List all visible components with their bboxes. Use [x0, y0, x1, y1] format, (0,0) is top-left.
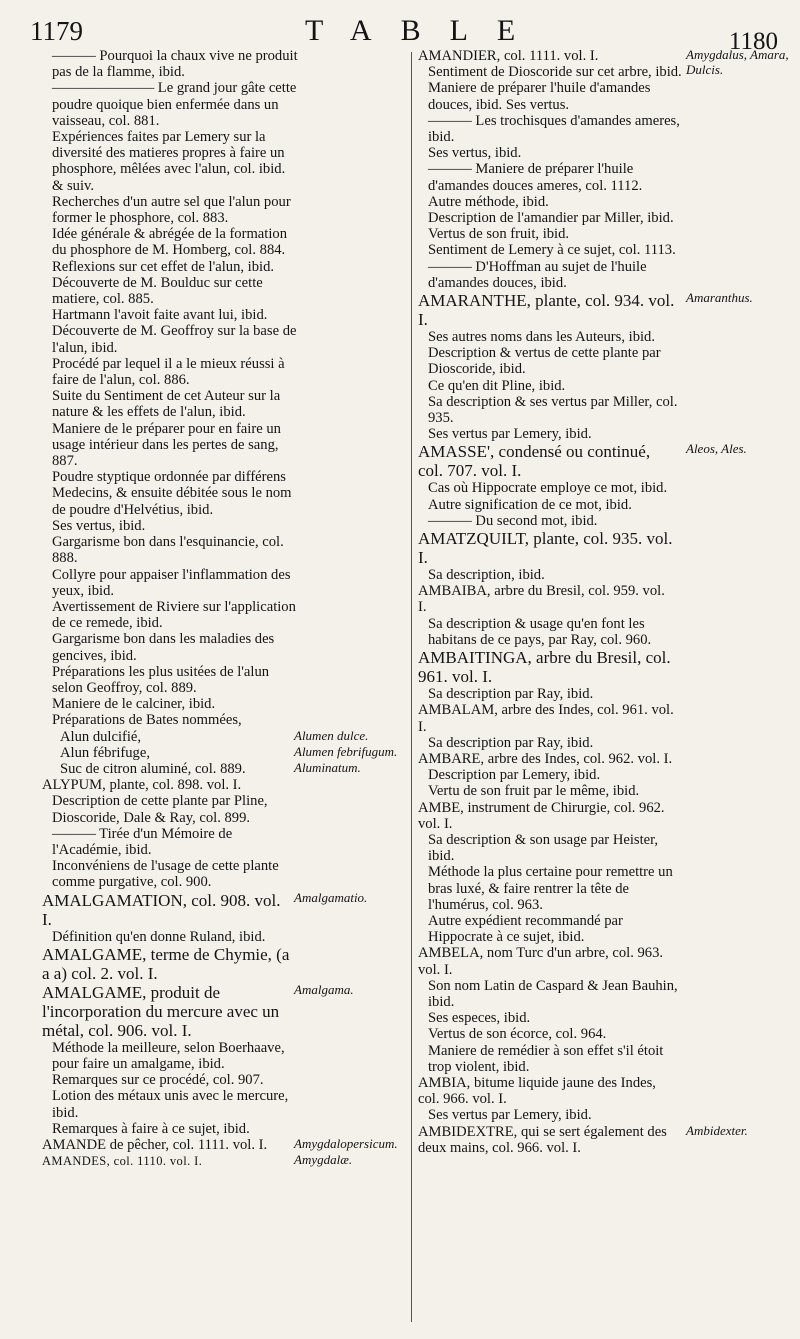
- entry-text: Ses autres noms dans les Auteurs, ibid.: [428, 329, 655, 346]
- index-subentry: [42, 664, 408, 696]
- entry-text: AMBIDEXTRE, qui se sert également des deux mains, col. 966. vol. I.: [418, 1123, 667, 1156]
- entry-text: Maniere de préparer l'huile d'amandes douces, ibid. Ses vertus.: [428, 80, 651, 113]
- index-subentry: [42, 323, 408, 355]
- margin-latin-name: Ambidexter.: [686, 1122, 748, 1138]
- entry-text: Remarques à faire à ce sujet, ibid.: [52, 1120, 250, 1137]
- index-subentry: [418, 783, 794, 799]
- entry-text: ——— Tirée d'un Mémoire de l'Académie, ibid.: [52, 825, 233, 858]
- index-heading-entry: [42, 945, 408, 983]
- index-subentry: [418, 1010, 794, 1026]
- entry-text: Inconvéniens de l'usage de cette plante comme purgative, col. 900.: [52, 858, 279, 891]
- index-subentry: [418, 832, 794, 864]
- entry-text: Vertus de son écorce, col. 964.: [428, 1026, 607, 1043]
- index-subentry: [42, 129, 408, 194]
- index-subentry: [418, 329, 794, 345]
- entry-text: AMALGAME, terme de Chymie, (a a a) col. 2. vol. I.: [42, 944, 290, 983]
- index-heading-entry: [42, 983, 408, 1040]
- entry-text: AMBELA, nom Turc d'un arbre, col. 963. vol. I.: [418, 945, 664, 978]
- index-subentry: [418, 345, 794, 377]
- entry-text: Remarques sur ce procédé, col. 907.: [52, 1072, 264, 1089]
- entry-text: Sa description & usage qu'en font les habitans de ce pays, par Ray, col. 960.: [428, 615, 652, 648]
- entry-text: Préparations de Bates nommées,: [52, 712, 242, 729]
- entry-text: Suc de citron aluminé, col. 889.: [60, 760, 246, 777]
- entry-text: AMBARE, arbre des Indes, col. 962. vol. I.: [418, 750, 673, 767]
- index-subentry: [418, 913, 794, 945]
- index-subentry: [418, 378, 794, 394]
- index-subentry: [42, 421, 408, 470]
- index-subentry: [418, 1026, 794, 1042]
- index-subentry: [42, 469, 408, 518]
- index-heading-entry: [42, 1153, 408, 1169]
- entry-text: Description de l'amandier par Miller, ibid.: [428, 210, 674, 227]
- margin-latin-name: Amalgama.: [294, 981, 354, 997]
- index-subentry: [42, 729, 408, 745]
- index-subentry: [418, 1107, 794, 1123]
- index-subentry: [42, 1121, 408, 1137]
- right-column: [418, 48, 794, 1156]
- index-subentry: [418, 242, 794, 258]
- index-subentry: [418, 64, 794, 80]
- running-title: TABLE: [305, 14, 545, 47]
- index-subentry: [42, 534, 408, 566]
- entry-text: Vertu de son fruit par le même, ibid.: [428, 783, 640, 800]
- index-subentry: [418, 210, 794, 226]
- left-column: [42, 48, 408, 1169]
- index-heading-entry: [418, 1075, 794, 1107]
- index-subentry: [42, 194, 408, 226]
- entry-text: Préparations les plus usitées de l'alun selon Geoffroy, col. 889.: [52, 663, 270, 696]
- index-subentry: [42, 631, 408, 663]
- entry-text: Expériences faites par Lemery sur la diversité des matieres propres à faire un phosphore, mêlées avec l'alun, col. ibid. & suiv.: [52, 129, 286, 194]
- index-subentry: [42, 275, 408, 307]
- entry-text: Cas où Hippocrate employe ce mot, ibid.: [428, 480, 668, 497]
- entry-text: Autre signification de ce mot, ibid.: [428, 496, 632, 513]
- entry-text: Sa description par Ray, ibid.: [428, 734, 594, 751]
- margin-latin-name: Amalgamatio.: [294, 889, 368, 905]
- index-heading-entry: [42, 777, 408, 793]
- entry-text: Méthode la meilleure, selon Boerhaave, pour faire un amalgame, ibid.: [52, 1039, 285, 1072]
- entry-text: AMANDE de pêcher, col. 1111. vol. I.: [42, 1136, 268, 1153]
- entry-text: Gargarisme bon dans les maladies des gencives, ibid.: [52, 631, 275, 664]
- entry-text: AMBE, instrument de Chirurgie, col. 962. vol. I.: [418, 799, 665, 832]
- index-subentry: [42, 826, 408, 858]
- entry-text: Ses vertus par Lemery, ibid.: [428, 426, 592, 443]
- entry-text: Découverte de M. Geoffroy sur la base de l'alun, ibid.: [52, 323, 297, 356]
- entry-text: ——————— Le grand jour gâte cette poudre quoique bien enfermée dans un vaisseau, col. 881.: [52, 80, 297, 129]
- index-subentry: [418, 194, 794, 210]
- margin-latin-name: Amygdalopersicum.: [294, 1135, 398, 1151]
- index-subentry: [42, 1088, 408, 1120]
- entry-text: Découverte de M. Boulduc sur cette matiere, col. 885.: [52, 274, 263, 308]
- entry-text: Ses vertus par Lemery, ibid.: [428, 1107, 592, 1124]
- left-page-number: 1179: [30, 16, 83, 46]
- entry-text: AMANDES, col. 1110. vol. I.: [42, 1154, 203, 1169]
- index-subentry: [42, 518, 408, 534]
- index-heading-entry: [418, 529, 794, 567]
- entry-text: AMASSE', condensé ou continué, col. 707. vol. I.: [418, 442, 651, 481]
- index-subentry: [42, 858, 408, 890]
- index-subentry: [418, 1043, 794, 1075]
- index-subentry: [42, 696, 408, 712]
- entry-text: ——— Pourquoi la chaux vive ne produit pas de la flamme, ibid.: [52, 48, 298, 81]
- margin-latin-name: Aleos, Ales.: [686, 441, 747, 457]
- entry-text: AMBIA, bitume liquide jaune des Indes, col. 966. vol. I.: [418, 1074, 656, 1108]
- entry-text: AMANDIER, col. 1111. vol. I.: [418, 48, 599, 64]
- index-heading-entry: [418, 800, 794, 832]
- index-heading-entry: [418, 291, 794, 329]
- entry-text: Sa description & son usage par Heister, ibid.: [428, 831, 659, 865]
- index-heading-entry: [418, 583, 794, 615]
- index-subentry: [418, 567, 794, 583]
- column-divider: [411, 52, 412, 1322]
- index-subentry: [418, 259, 794, 291]
- index-subentry: [42, 48, 408, 80]
- index-subentry: [42, 599, 408, 631]
- index-subentry: [42, 745, 408, 761]
- index-subentry: [418, 686, 794, 702]
- index-subentry: [418, 735, 794, 751]
- entry-text: Vertus de son fruit, ibid.: [428, 226, 570, 243]
- index-subentry: [418, 426, 794, 442]
- index-subentry: [418, 480, 794, 496]
- entry-text: Description de cette plante par Pline, Dioscoride, Dale & Ray, col. 899.: [52, 793, 268, 826]
- entry-text: ——— Les trochisques d'amandes ameres, ibid.: [428, 112, 680, 146]
- index-heading-entry: [418, 648, 794, 686]
- entry-text: ALYPUM, plante, col. 898. vol. I.: [42, 777, 242, 794]
- index-heading-entry: [418, 945, 794, 977]
- entry-text: ——— Maniere de préparer l'huile d'amandes douces ameres, col. 1112.: [428, 161, 643, 194]
- index-subentry: [418, 226, 794, 242]
- index-heading-entry: [42, 891, 408, 929]
- entry-text: Reflexions sur cet effet de l'alun, ibid.: [52, 258, 275, 275]
- entry-text: Sentiment de Dioscoride sur cet arbre, ibid.: [428, 64, 682, 81]
- entry-text: AMARANTHE, plante, col. 934. vol. I.: [418, 291, 675, 330]
- entry-text: Gargarisme bon dans l'esquinancie, col. 888.: [52, 534, 284, 567]
- margin-latin-name: Amygdalus, Amara, Dulcis.: [686, 47, 789, 77]
- entry-text: AMALGAMATION, col. 908. vol. I.: [42, 890, 281, 929]
- margin-latin-name: Amaranthus.: [686, 290, 753, 306]
- entry-text: Méthode la plus certaine pour remettre un bras luxé, & faire rentrer la tête de l'humérus, col. 963.: [428, 864, 673, 913]
- index-subentry: [42, 226, 408, 258]
- entry-text: Ses vertus, ibid.: [428, 145, 522, 162]
- entry-text: Maniere de le préparer pour en faire un usage intérieur dans les pertes de sang, 887.: [52, 420, 281, 470]
- entry-text: AMBALAM, arbre des Indes, col. 961. vol. I.: [418, 702, 674, 735]
- entry-text: ——— D'Hoffman au sujet de l'huile d'amandes douces, ibid.: [428, 258, 647, 291]
- index-heading-entry: [418, 1124, 794, 1156]
- margin-latin-name: Alumen dulce.: [294, 727, 369, 743]
- entry-text: Sa description par Ray, ibid.: [428, 686, 594, 703]
- entry-text: Sa description & ses vertus par Miller, col. 935.: [428, 393, 678, 427]
- index-subentry: [42, 356, 408, 388]
- entry-text: Son nom Latin de Caspard & Jean Bauhin, ibid.: [428, 977, 678, 1010]
- entry-text: Définition qu'en donne Ruland, ibid.: [52, 928, 266, 945]
- index-subentry: [42, 929, 408, 945]
- index-subentry: [42, 307, 408, 323]
- entry-text: Maniere de remédier à son effet s'il étoit trop violent, ibid.: [428, 1042, 664, 1075]
- index-subentry: [418, 113, 794, 145]
- index-subentry: [418, 767, 794, 783]
- margin-latin-name: Aluminatum.: [294, 759, 361, 775]
- entry-text: Procédé par lequel il a le mieux réussi à faire de l'alun, col. 886.: [52, 355, 285, 389]
- index-subentry: [418, 978, 794, 1010]
- entry-text: Hartmann l'avoit faite avant lui, ibid.: [52, 307, 268, 324]
- index-subentry: [42, 1040, 408, 1072]
- entry-text: Ce qu'en dit Pline, ibid.: [428, 377, 566, 394]
- entry-text: Sa description, ibid.: [428, 567, 545, 584]
- entry-text: AMBAIBA, arbre du Bresil, col. 959. vol. I.: [418, 583, 665, 616]
- index-subentry: [418, 513, 794, 529]
- index-heading-entry: [418, 702, 794, 734]
- index-subentry: [42, 80, 408, 129]
- entry-text: Suite du Sentiment de cet Auteur sur la nature & les effets de l'alun, ibid.: [52, 388, 281, 421]
- index-heading-entry: [42, 1137, 408, 1153]
- index-subentry: [418, 145, 794, 161]
- entry-text: Lotion des métaux unis avec le mercure, ibid.: [52, 1088, 289, 1121]
- index-heading-entry: [418, 442, 794, 480]
- entry-text: Autre expédient recommandé par Hippocrate à ce sujet, ibid.: [428, 912, 623, 946]
- entry-text: Collyre pour appaiser l'inflammation des yeux, ibid.: [52, 566, 291, 599]
- entry-text: ——— Du second mot, ibid.: [428, 512, 598, 529]
- entry-text: Autre méthode, ibid.: [428, 193, 549, 210]
- entry-text: AMALGAME, produit de l'incorporation du mercure avec un métal, col. 906. vol. I.: [42, 982, 280, 1040]
- index-subentry: [418, 394, 794, 426]
- index-subentry: [42, 1072, 408, 1088]
- index-subentry: [418, 616, 794, 648]
- right-page-number: 1180: [728, 28, 778, 55]
- index-subentry: [42, 567, 408, 599]
- index-heading-entry: [418, 751, 794, 767]
- margin-latin-name: Amygdalæ.: [294, 1152, 353, 1168]
- margin-latin-name: Alumen febrifugum.: [294, 743, 398, 759]
- entry-text: AMATZQUILT, plante, col. 935. vol. I.: [418, 529, 673, 568]
- entry-text: Sentiment de Lemery à ce sujet, col. 1113.: [428, 242, 676, 259]
- index-subentry: [42, 388, 408, 420]
- index-subentry: [42, 761, 408, 777]
- index-subentry: [42, 712, 408, 728]
- entry-text: Description par Lemery, ibid.: [428, 767, 601, 784]
- entry-text: Idée générale & abrégée de la formation du phosphore de M. Homberg, col. 884.: [52, 226, 287, 259]
- page-header: [0, 14, 800, 55]
- index-subentry: [418, 80, 794, 112]
- entry-text: Ses vertus, ibid.: [52, 517, 146, 534]
- entry-text: Ses especes, ibid.: [428, 1010, 531, 1027]
- entry-text: Avertissement de Riviere sur l'application de ce remede, ibid.: [52, 598, 296, 632]
- index-subentry: [418, 497, 794, 513]
- index-subentry: [42, 259, 408, 275]
- entry-text: Alun fébrifuge,: [60, 744, 150, 761]
- index-subentry: [418, 161, 794, 193]
- entry-text: Alun dulcifié,: [60, 728, 142, 745]
- entry-text: Description & vertus de cette plante par Dioscoride, ibid.: [428, 345, 661, 378]
- entry-text: AMBAITINGA, arbre du Bresil, col. 961. vol. I.: [418, 648, 671, 687]
- entry-text: Poudre styptique ordonnée par différens Medecins, & ensuite débitée sous le nom de poudre d'Helvétius, ibid.: [52, 469, 292, 518]
- index-subentry: [418, 864, 794, 913]
- entry-text: Maniere de le calciner, ibid.: [52, 696, 216, 713]
- entry-text: Recherches d'un autre sel que l'alun pour former le phosphore, col. 883.: [52, 193, 291, 227]
- index-subentry: [42, 793, 408, 825]
